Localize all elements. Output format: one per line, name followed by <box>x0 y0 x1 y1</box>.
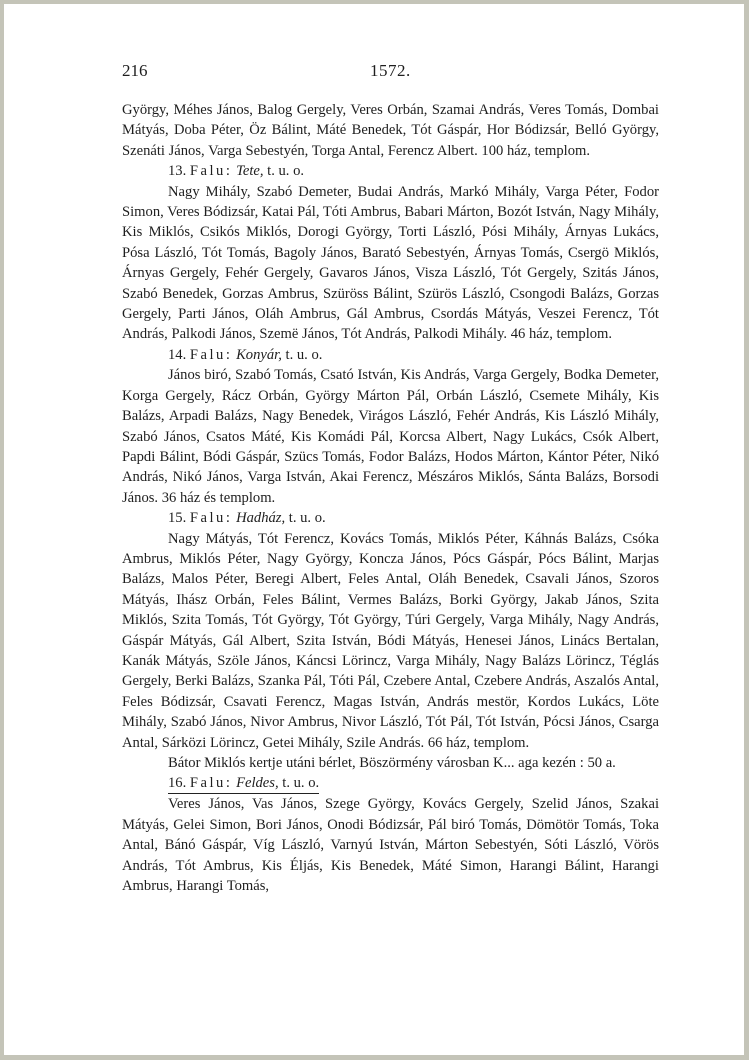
section-heading-14 <box>122 345 659 365</box>
village-name: Feldes, <box>236 775 279 792</box>
section-number: 15. <box>168 510 187 527</box>
section-text-16: Veres János, Vas János, Szege György, Kovács Gergely, Szelid János, Szakai Mátyás, Gelei Simon, Bori János, Onodi Bódizsár, Pál biró Tomás, Dömötör Tomás, Toka Antal, Bánó Gáspár, Víg László, Varnyú István, Márton Sebestyén, Sóti László, Vörös András, Tót Ambrus, Kis Éljás, Kis Benedek, Máté Simon, Harangi Bálint, Harangi Ambrus, Harangi Tomás, <box>122 796 659 895</box>
section-suffix: t. u. o. <box>288 510 326 527</box>
document-body <box>122 100 659 896</box>
section-suffix: t. u. o. <box>285 346 323 363</box>
section-suffix: t. u. o. <box>267 163 305 180</box>
section-heading-15 <box>122 508 659 528</box>
section-number: 13. <box>168 163 187 180</box>
running-title-year: 1572. <box>370 61 411 80</box>
village-name: Konyár, <box>236 346 282 363</box>
village-name: Tete, <box>236 163 264 180</box>
section-text-15: Nagy Mátyás, Tót Ferencz, Kovács Tomás, Miklós Péter, Káhnás Balázs, Csóka Ambrus, Miklós Péter, Nagy György, Koncza János, Pócs Gáspár, Pócs Bálint, Marjas Balázs, Malos Péter, Beregi Albert, Feles Antal, Oláh Benedek, Csavali János, Szoros Mátyás, Ihász Orbán, Feles Bálint, Vermes Balázs, Borki György, Jakab János, Szita Miklós, Szita Tomás, Tót György, Tót György, Túri Gergely, Varga Mihály, Nagy András, Gáspár Mátyás, Gál Albert, Szita István, Bódi Mátyás, Henesei János, Linács Bertalan, Kanák Mátyás, Szöle János, Káncsi Lörincz, Varga Mihály, Nagy Balázs Lörincz, Téglás Gergely, Berki Balázs, Szanka Pál, Tóti Pál, Czebere Antal, Czebere András, Aszalós Antal, Feles Bódizsár, Csavati Ferencz, Magas István, András mestör, Kordos Lukács, Löte Mihály, Szabó János, Nivor Ambrus, Nivor László, Tót Pál, Tót István, Pócsi János, Csarga Antal, Sárközi Lörincz, Getei Mihály, Szile András. 66 ház, templom. <box>122 530 659 751</box>
section-label: Falu: <box>189 775 233 792</box>
underlined-heading <box>168 774 319 794</box>
section-text-14: János biró, Szabó Tomás, Csató István, Kis András, Varga Gergely, Bodka Demeter, Korga Gergely, Rácz Orbán, György Márton Pál, Orbán László, Csemete Mihály, Kis Balázs, Arpadi Balázs, Nagy Benedek, Virágos László, Fehér András, Kis László Mihály, Szabó János, Csatos Máté, Kis Komádi Pál, Korcsa Albert, Nagy Lukács, Csók Albert, Papdi Bálint, Bódi Gáspár, Szücs Tomás, Fodor Balázs, Hodos Márton, Kántor Péter, Nikó András, Nikó János, Varga István, Akai Ferencz, Mészáros Miklós, Sánta Balázs, Borsodi János. 36 ház és templom. <box>122 367 659 506</box>
section-heading-13 <box>122 161 659 181</box>
page-header <box>122 61 662 83</box>
section-label: Falu: <box>189 510 233 527</box>
document-page <box>4 4 744 1055</box>
section-suffix: t. u. o. <box>282 775 320 792</box>
continuation-paragraph: György, Méhes János, Balog Gergely, Veres Orbán, Szamai András, Veres Tomás, Dombai Mátyás, Doba Péter, Öz Bálint, Máté Benedek, Tót Gáspár, Hor Bódizsár, Belló György, Szenáti János, Varga Sebestyén, Torga Antal, Ferencz Albert. 100 ház, templom. <box>122 102 659 159</box>
section-number: 14. <box>168 346 187 363</box>
section-label: Falu: <box>189 346 233 363</box>
section-note-15: Bátor Miklós kertje utáni bérlet, Böszörmény városban K... aga kezén : 50 a. <box>168 755 616 771</box>
page-number: 216 <box>122 61 148 80</box>
section-label: Falu: <box>189 163 233 180</box>
section-heading-16 <box>122 773 659 794</box>
section-number: 16. <box>168 775 187 792</box>
section-text-13: Nagy Mihály, Szabó Demeter, Budai András, Markó Mihály, Varga Péter, Fodor Simon, Veres Bódizsár, Katai Pál, Tóti Ambrus, Babari Márton, Bozót István, Nagy Mihály, Kis Miklós, Csikós Miklós, Dorogi György, Torti László, Pósi Mihály, Árnyas Lukács, Pósa László, Tót Tomás, Bagoly János, Barató Sebestyén, Árnyas Tomás, Csergö Miklós, Árnyas Gergely, Fehér Gergely, Gavaros János, Visza László, Tót Gergely, Szitás János, Szabó Benedek, Gorzas Ambrus, Szüröss Bálint, Szürös László, Csongodi Balázs, Gorzas Gergely, Parti János, Oláh Ambrus, Gál Ambrus, Csordás Mátyás, Veszei Ferencz, Tót András, Palkodi János, Szemë János, Tót András, Palkodi Mihály. 46 ház, templom. <box>122 183 659 343</box>
village-name: Hadház, <box>236 510 286 527</box>
